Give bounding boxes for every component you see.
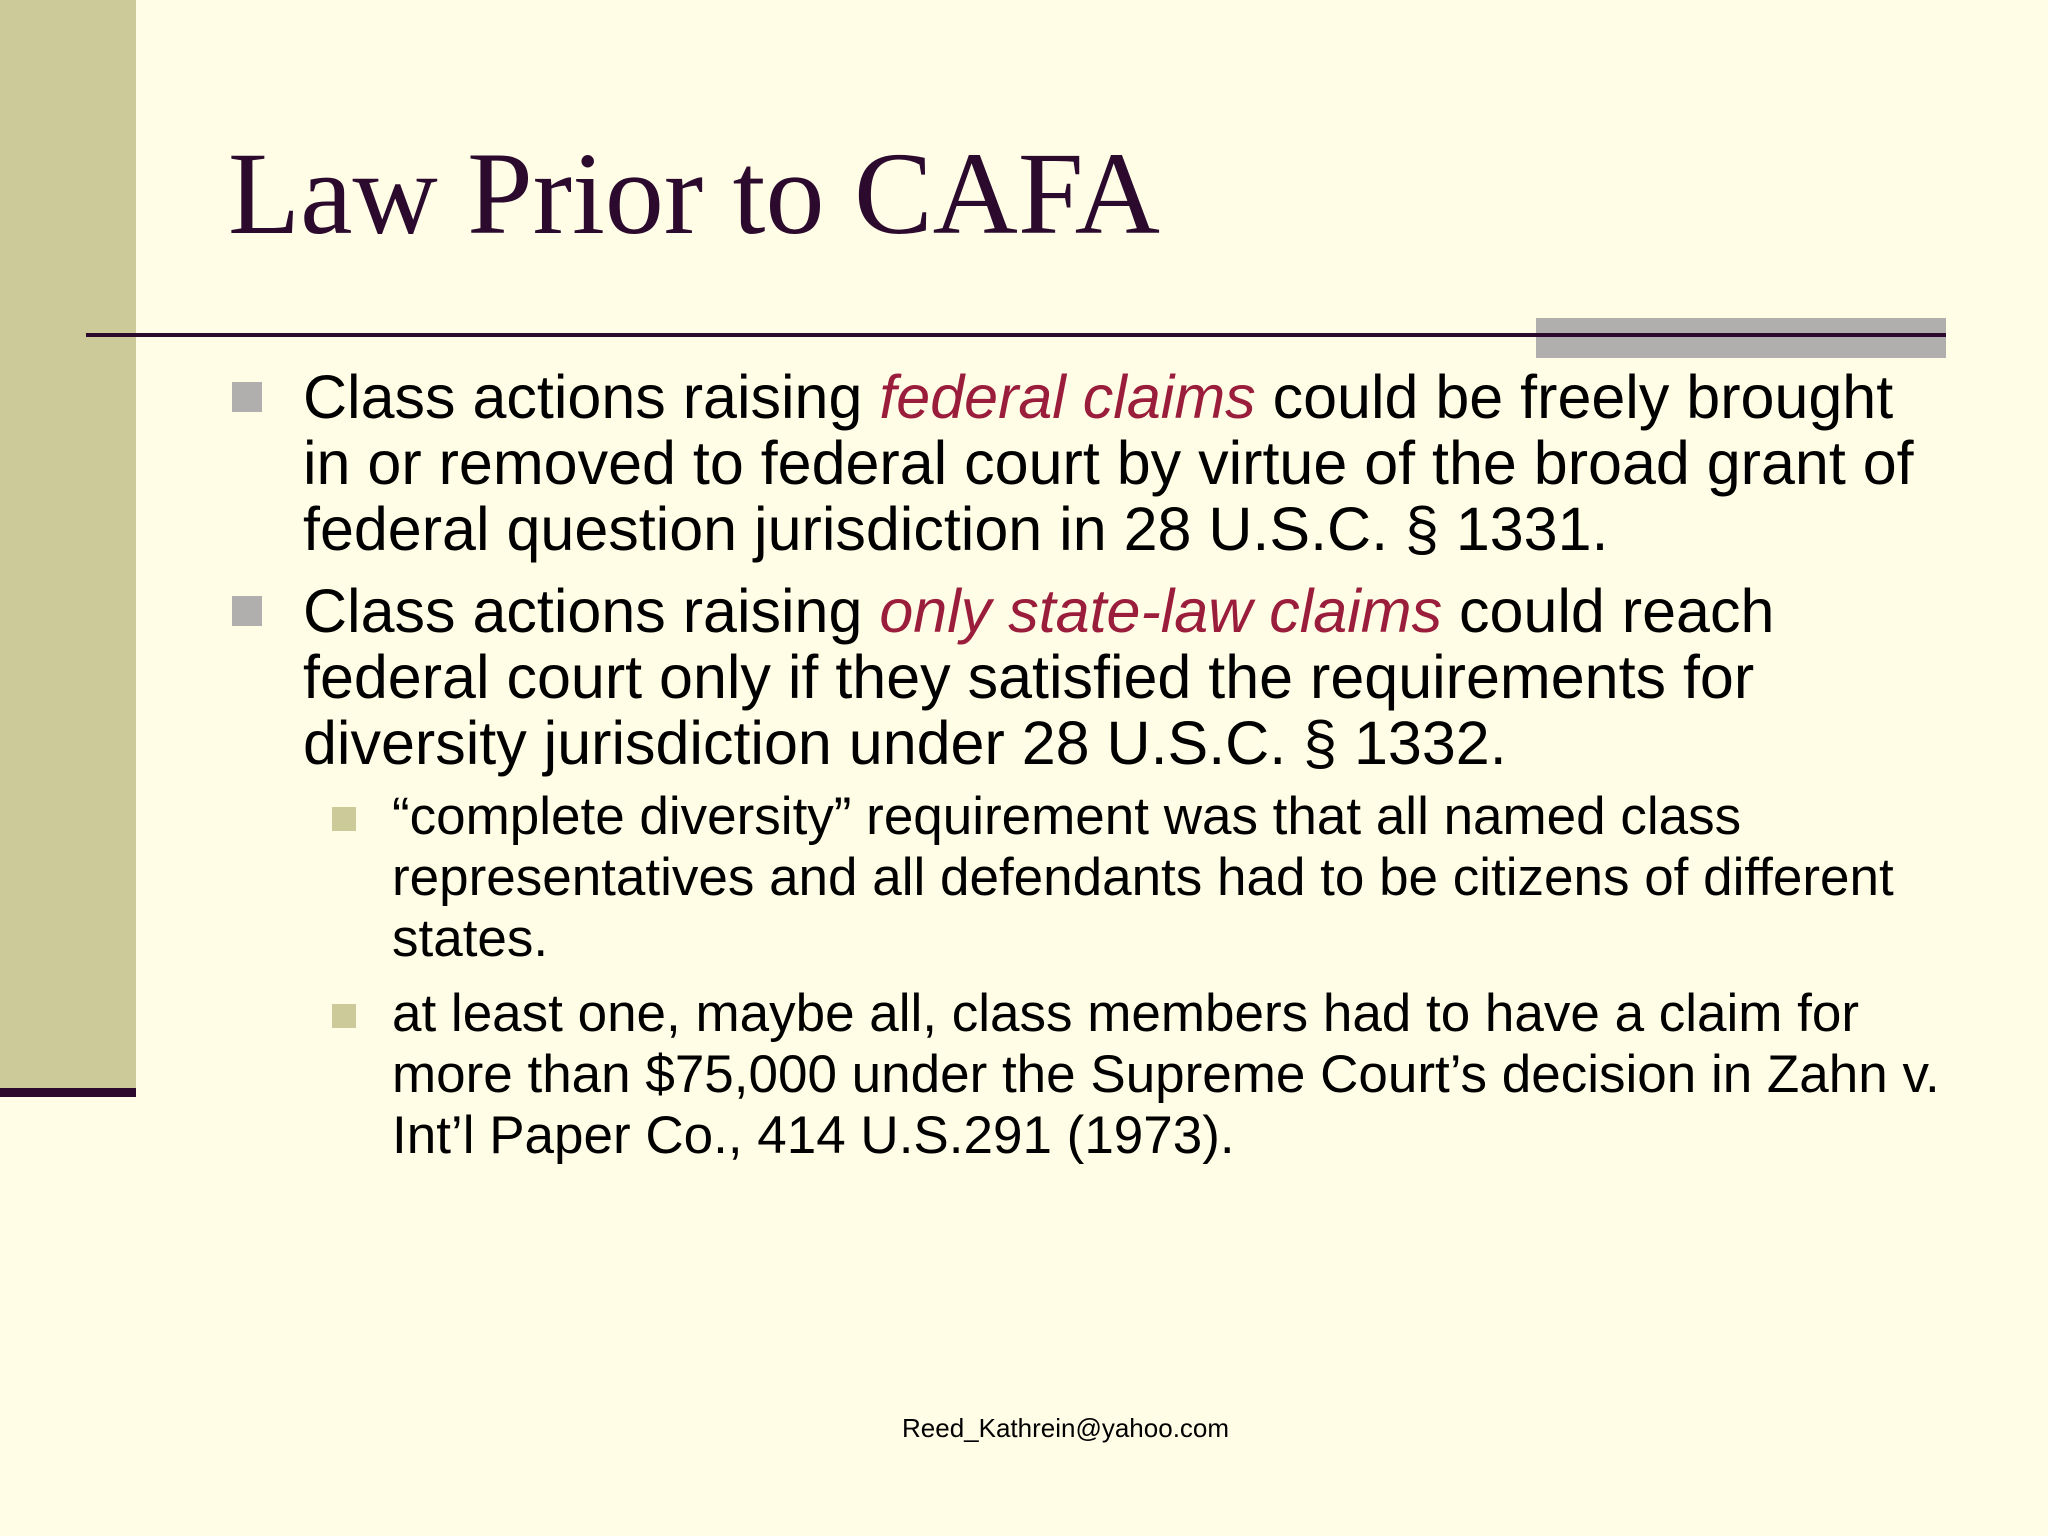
footer-email: Reed_Kathrein@yahoo.com	[902, 1413, 1230, 1443]
sub-bullet-text: at least one, maybe all, class members had to have a claim for more than $75,000 under the Supreme Court’s decision in Zahn v. Int’l Paper Co., 414 U.S.291 (1973).	[392, 984, 1940, 1165]
bullet-list	[228, 364, 1948, 1182]
left-sidebar-bar	[0, 0, 136, 1090]
square-sub-bullet-icon	[332, 1004, 356, 1028]
sub-bullet-list	[228, 786, 1948, 1166]
divider-accent-line	[1536, 333, 1946, 337]
bullet-text-end: could be freely brought in or removed to federal court by virtue of the broad grant of federal question jurisdiction in 28 U.S.C. § 1331.	[303, 363, 1914, 563]
sidebar-bottom-accent	[0, 1088, 136, 1097]
bullet-highlight: federal claims	[879, 363, 1256, 431]
bullet-highlight: only state-law claims	[879, 577, 1443, 645]
bullet-text-start: Class actions raising	[303, 577, 880, 645]
bullet-text-end: could reach federal court only if they satisfied the requirements for diversity jurisdiction under 28 U.S.C. § 1332.	[303, 577, 1775, 777]
slide-title: Law Prior to CAFA	[228, 128, 1160, 259]
bullet-item	[228, 578, 1948, 1166]
sub-bullet-item	[228, 786, 1948, 969]
bullet-text-start: Class actions raising	[303, 363, 880, 431]
divider-accent-block	[1536, 318, 1946, 358]
sub-bullet-text: “complete diversity” requirement was that all named class representatives and all defendants had to be citizens of different states.	[392, 787, 1894, 968]
square-bullet-icon	[232, 596, 262, 626]
sub-bullet-item	[228, 983, 1948, 1166]
bullet-item	[228, 364, 1948, 562]
square-bullet-icon	[232, 382, 262, 412]
square-sub-bullet-icon	[332, 807, 356, 831]
